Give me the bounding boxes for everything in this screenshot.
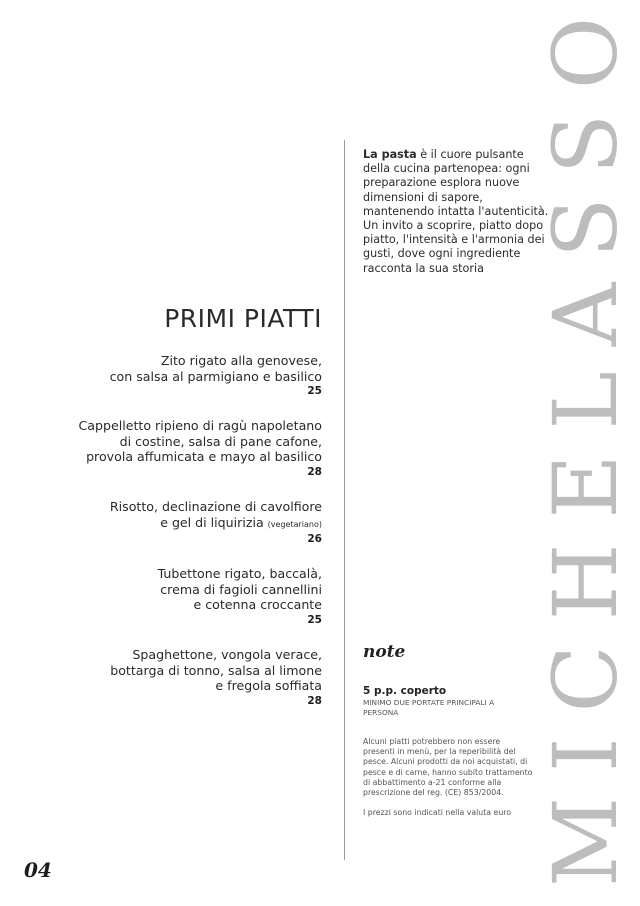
dish-diet-note: (vegetariano) xyxy=(267,519,322,529)
dish-item xyxy=(2,647,322,708)
dish-description-line: provola affumicata e mayo al basilico xyxy=(86,449,322,465)
dish-description-line xyxy=(2,515,322,533)
vertical-divider xyxy=(344,140,345,860)
dish-description-line: bottarga di tonno, salsa al limone xyxy=(110,662,322,678)
dish-description-line: e cotenna croccante xyxy=(193,597,322,613)
brand-wordmark xyxy=(534,12,640,892)
dish-description-line: Spaghettone, vongola verace, xyxy=(132,646,322,662)
coperto-charge: 5 p.p. coperto xyxy=(363,685,447,697)
brand-wordmark-svg xyxy=(534,12,640,892)
dish-item xyxy=(2,353,322,398)
dish-price: 25 xyxy=(307,613,322,626)
dish-item xyxy=(2,566,322,627)
dish-description-line: Cappelletto ripieno di ragù napoletano xyxy=(78,418,322,434)
dish-price: 25 xyxy=(307,385,322,398)
section-title: PRIMI PIATTI xyxy=(164,304,322,333)
dish-description-line: e fregola soffiata xyxy=(215,678,322,694)
notes-title: note xyxy=(363,642,406,662)
page-number: 04 xyxy=(24,858,52,882)
intro-paragraph xyxy=(363,148,553,276)
intro-highlight: La pasta xyxy=(363,148,417,161)
notes-paragraph-currency: I prezzi sono indicati nella valuta euro xyxy=(363,808,512,818)
dish-description-line: Zito rigato alla genovese, xyxy=(160,353,322,368)
dish-description-line: di costine, salsa di pane cafone, xyxy=(119,433,322,449)
dish-item xyxy=(2,499,322,546)
coperto-condition: MINIMO DUE PORTATE PRINCIPALI A PERSONA xyxy=(363,698,495,717)
dish-description-line: crema di fagioli cannellini xyxy=(160,581,322,597)
dish-item xyxy=(2,418,322,479)
dish-price: 28 xyxy=(307,465,322,478)
brand-wordmark-text: MICHELASSO xyxy=(534,17,637,887)
notes-disclaimer xyxy=(363,737,533,828)
dish-list xyxy=(2,353,322,728)
dish-price: 26 xyxy=(307,533,322,546)
dish-description-text: e gel di liquirizia xyxy=(160,514,264,530)
intro-text: è il cuore pulsante della cucina partenopea: ogni preparazione esplora nuove dimensioni di sapore, mantenendo intatta l'autenticità. Un invito a scoprire, piatto dopo piatto, l'intensità e l'armonia dei gusti, dove ogni ingrediente racconta la sua storia xyxy=(363,148,549,275)
dish-price: 28 xyxy=(307,694,322,707)
dish-description-line: Tubettone rigato, baccalà, xyxy=(157,566,322,582)
dish-description-line: con salsa al parmigiano e basilico xyxy=(109,368,322,384)
notes-paragraph-availability: Alcuni piatti potrebbero non essere presenti in menù, per la reperibilità del pesce. Alcuni prodotti da noi acquistati, di pesce e di carne, hanno subito trattamento di abbattimento a-21 conforme alla prescrizione del reg. (CE) 853/2004. xyxy=(363,737,533,798)
dish-description-line: Risotto, declinazione di cavolfiore xyxy=(109,498,322,514)
